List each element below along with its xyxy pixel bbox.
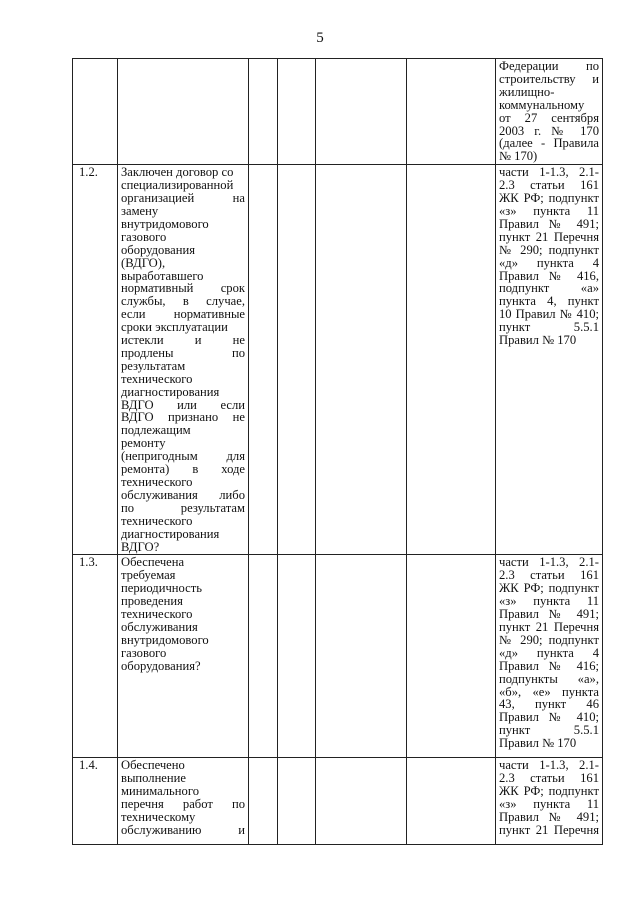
text-line: «д» пункта 4 [499, 645, 599, 660]
answer-no-cell [278, 758, 316, 845]
answer-no-cell [278, 165, 316, 555]
text-line: ВДГО или если [121, 397, 245, 412]
row-number: 1.4. [73, 758, 118, 845]
text-line: замену [121, 203, 159, 218]
text-line: Правил № 491; [499, 607, 599, 622]
text-line: части 1-1.3, 2.1- [499, 555, 599, 570]
text-line: ремонту [121, 436, 166, 451]
text-line: минимального [121, 784, 199, 799]
text-line: пункта 4, пункт [499, 294, 599, 309]
answer-yes-cell [249, 555, 278, 758]
note-cell [407, 59, 496, 165]
text-line: по результатам [121, 500, 245, 515]
text-line: ЖК РФ; подпункт [499, 784, 599, 799]
text-line: 2.3 статьи 161 [499, 178, 599, 193]
text-line: ВДГО? [121, 539, 160, 554]
text-line: «з» пункта 11 [499, 594, 599, 609]
text-line: оборудования? [121, 658, 201, 673]
page-number: 5 [316, 30, 324, 46]
text-line: проведения [121, 594, 183, 609]
text-line: Правил № 410; [499, 710, 599, 725]
text-line: ВДГО признано не [121, 410, 245, 425]
text-line: если нормативные [121, 307, 245, 322]
text-line: организацией на [121, 191, 245, 206]
text-line: требуемая [121, 568, 176, 583]
text-line: диагностирования [121, 526, 220, 541]
text-line: пункт 21 Перечня [499, 822, 599, 837]
text-line: 43, пункт 46 [499, 697, 599, 712]
text-line: строительству и [499, 71, 599, 86]
question-cell [118, 758, 249, 845]
answer-no-cell [278, 59, 316, 165]
text-line: нормативный срок [121, 281, 245, 296]
table-row [73, 165, 603, 555]
checklist-table [72, 58, 603, 845]
text-line: службы, в случае, [121, 294, 245, 309]
text-line: ЖК РФ; подпункт [499, 581, 599, 596]
text-line: внутридомового [121, 632, 209, 647]
text-line: продлены по [121, 345, 245, 360]
requisites-cell [496, 59, 603, 165]
text-line: Заключен договор со [121, 165, 234, 180]
text-line: подпункт «а» [499, 281, 599, 296]
note-cell [407, 758, 496, 845]
text-line: 2.3 статьи 161 [499, 568, 599, 583]
text-line: истекли и не [121, 333, 245, 348]
text-line: Федерации по [499, 59, 599, 73]
text-line: № 290; подпункт [499, 632, 599, 647]
text-line: технического [121, 607, 193, 622]
text-line: 2.3 статьи 161 [499, 771, 599, 786]
text-line: перечня работ по [121, 797, 245, 812]
row-number: 1.2. [73, 165, 118, 555]
text-line: технического [121, 475, 193, 489]
text-line: 10 Правил № 410; [499, 307, 599, 322]
text-line: техническому [121, 810, 196, 825]
table-row [73, 555, 603, 758]
text-line: коммунальному [499, 97, 585, 112]
text-line: выполнение [121, 771, 186, 786]
text-line: «з» пункта 11 [499, 797, 599, 812]
text-line: ЖК РФ; подпункт [499, 191, 599, 206]
answer-yes-cell [249, 758, 278, 845]
text-line: Правил № 491; [499, 810, 599, 825]
text-line: диагностирования [121, 384, 220, 399]
text-line: Правил № 170 [499, 736, 577, 751]
text-line: жилищно- [499, 84, 555, 99]
text-line: Правил № 416, [499, 268, 599, 283]
text-line: газового [121, 645, 167, 660]
text-line: части 1-1.3, 2.1- [499, 758, 599, 773]
text-line: подпункты «а», [499, 671, 599, 686]
text-line: Правил № 416; [499, 658, 599, 673]
text-line: обслуживания [121, 619, 198, 634]
note-cell [407, 555, 496, 758]
text-line: Правил № 491; [499, 216, 599, 231]
text-line: специализированной [121, 178, 234, 193]
text-line: «б», «е» пункта [499, 684, 599, 699]
text-line: пункт 21 Перечня [499, 619, 599, 634]
text-line: технического [121, 371, 193, 386]
text-line: обслуживанию и [121, 822, 245, 837]
answer-yes-cell [249, 59, 278, 165]
text-line: выработавшего [121, 268, 204, 283]
text-line: пункт 5.5.1 [499, 320, 599, 335]
text-line: Правил № 170 [499, 333, 577, 348]
text-line: пункт 5.5.1 [499, 723, 599, 738]
text-line: сроки эксплуатации [121, 320, 228, 335]
text-line: № 290; подпункт [499, 242, 599, 257]
table-row [73, 59, 603, 165]
answer-yes-cell [249, 165, 278, 555]
requisites-cell [496, 165, 603, 555]
text-line: «д» пункта 4 [499, 255, 599, 270]
requisites-cell [496, 758, 603, 845]
text-line: (далее - Правила [499, 136, 599, 151]
text-line: (непригодным для [121, 449, 245, 464]
text-line: «з» пункта 11 [499, 203, 599, 218]
text-line: части 1-1.3, 2.1- [499, 165, 599, 180]
row-number: 1.3. [73, 555, 118, 758]
text-line: от 27 сентября [499, 110, 599, 125]
question-cell [118, 59, 249, 165]
answer-no-cell [278, 555, 316, 758]
not-applicable-cell [316, 758, 407, 845]
row-number [73, 59, 118, 165]
text-line: внутридомового [121, 216, 209, 231]
note-cell [407, 165, 496, 555]
text-line: ремонта) в ходе [121, 462, 245, 477]
question-cell [118, 165, 249, 555]
text-line: (ВДГО), [121, 255, 166, 270]
not-applicable-cell [316, 59, 407, 165]
table-row [73, 758, 603, 845]
text-line: 2003 г. № 170 [499, 123, 599, 138]
text-line: подлежащим [121, 423, 191, 438]
text-line: газового [121, 229, 167, 244]
text-line: технического [121, 513, 193, 528]
text-line: пункт 21 Перечня [499, 229, 599, 244]
text-line: Обеспечена [121, 555, 185, 570]
text-line: № 170) [499, 149, 538, 164]
requisites-cell [496, 555, 603, 758]
question-cell [118, 555, 249, 758]
text-line: обслуживания либо [121, 487, 245, 502]
not-applicable-cell [316, 165, 407, 555]
text-line: результатам [121, 358, 186, 373]
text-line: оборудования [121, 242, 195, 257]
text-line: периодичность [121, 581, 202, 596]
text-line: Обеспечено [121, 758, 185, 773]
not-applicable-cell [316, 555, 407, 758]
